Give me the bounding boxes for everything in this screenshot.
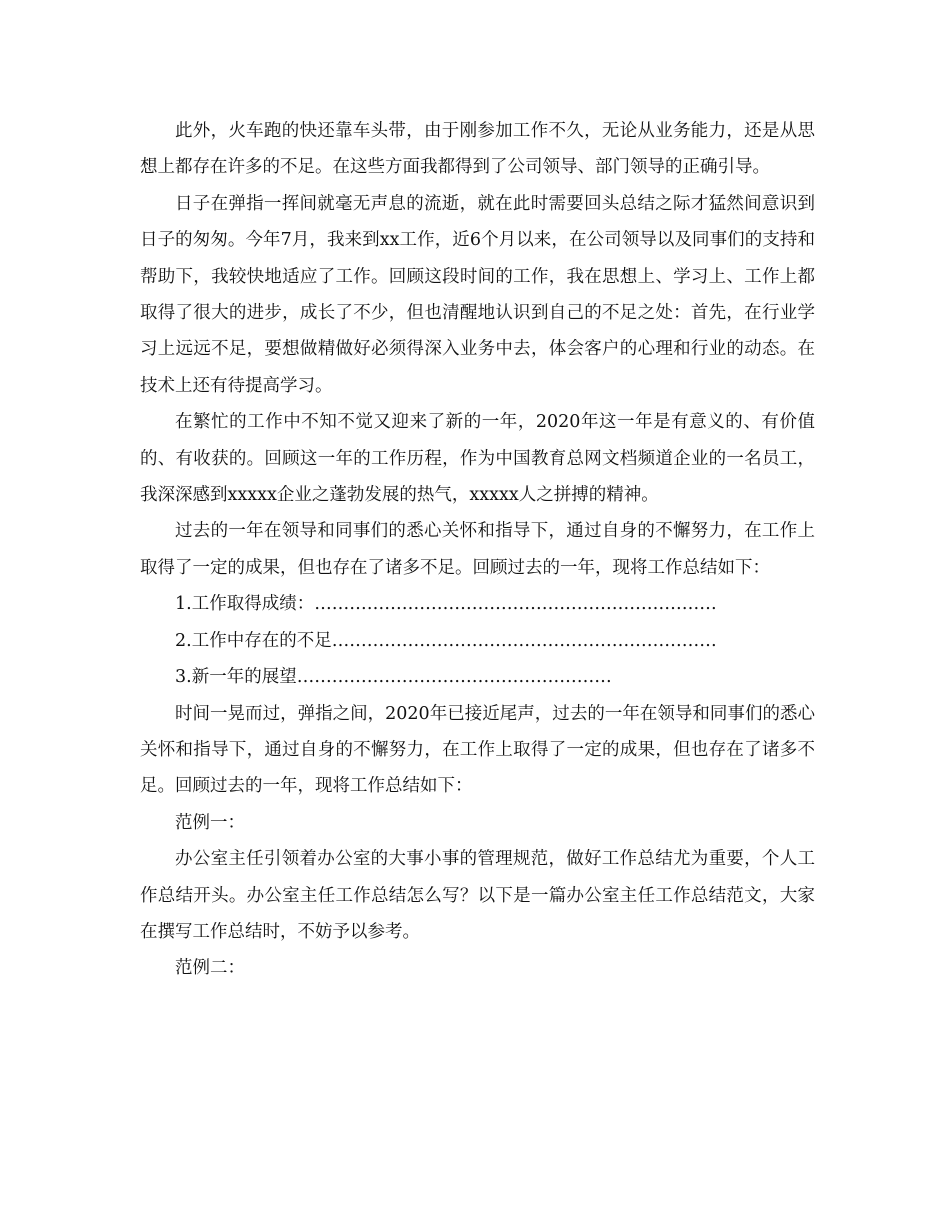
paragraph-new-year: 在繁忙的工作中不知不觉又迎来了新的一年，2020年这一年是有意义的、有价值的、有收获的。回顾这一年的工作历程，作为中国教育总网文档频道企业的一名员工，我深深感到xxxxx企业之蓬勃发展的热气，xxxxx人之拼搏的精神。 xyxy=(140,412,815,506)
heading-example-one: 范例一： xyxy=(175,812,245,833)
list-item-achievements: 1.工作取得成绩：…………………………………………………………… xyxy=(175,594,717,615)
paragraph-summary-lead: 过去的一年在领导和同事们的悉心关怀和指导下，通过自身的不懈努力，在工作上取得了一定的成果，但也存在了诸多不足。回顾过去的一年，现将工作总结如下： xyxy=(140,521,815,578)
paragraph-office-director: 办公室主任引领着办公室的大事小事的管理规范，做好工作总结尤为重要，个人工作总结开头。办公室主任工作总结怎么写？以下是一篇办公室主任工作总结范文，大家在撰写工作总结时，不妨予以参考。 xyxy=(140,849,815,942)
paragraph-reflection: 日子在弹指一挥间就毫无声息的流逝，就在此时需要回头总结之际才猛然间意识到日子的匆匆。今年7月，我来到xx工作，近6个月以来，在公司领导以及同事们的支持和帮助下，我较快地适应了工作。回顾这段时间的工作，我在思想上、学习上、工作上都取得了很大的进步，成长了不少，但也清醒地认识到自己的不足之处：首先，在行业学习上远远不足，要想做精做好必须得深入业务中去，体会客户的心理和行业的动态。在技术上还有待提高学习。 xyxy=(140,193,815,396)
list-item-outlook: 3.新一年的展望……………………………………………… xyxy=(175,667,612,688)
paragraph-year-end: 时间一晃而过，弹指之间，2020年已接近尾声，过去的一年在领导和同事们的悉心关怀和指导下，通过自身的不懈努力，在工作上取得了一定的成果，但也存在了诸多不足。回顾过去的一年，现将工作总结如下： xyxy=(140,703,815,797)
heading-example-two: 范例二： xyxy=(175,958,245,979)
list-item-shortcomings: 2.工作中存在的不足………………………………………………………… xyxy=(175,630,717,651)
paragraph-intro: 此外，火车跑的快还靠车头带，由于刚参加工作不久，无论从业务能力，还是从思想上都存在许多的不足。在这些方面我都得到了公司领导、部门领导的正确引导。 xyxy=(140,121,815,178)
document-body xyxy=(140,113,815,987)
